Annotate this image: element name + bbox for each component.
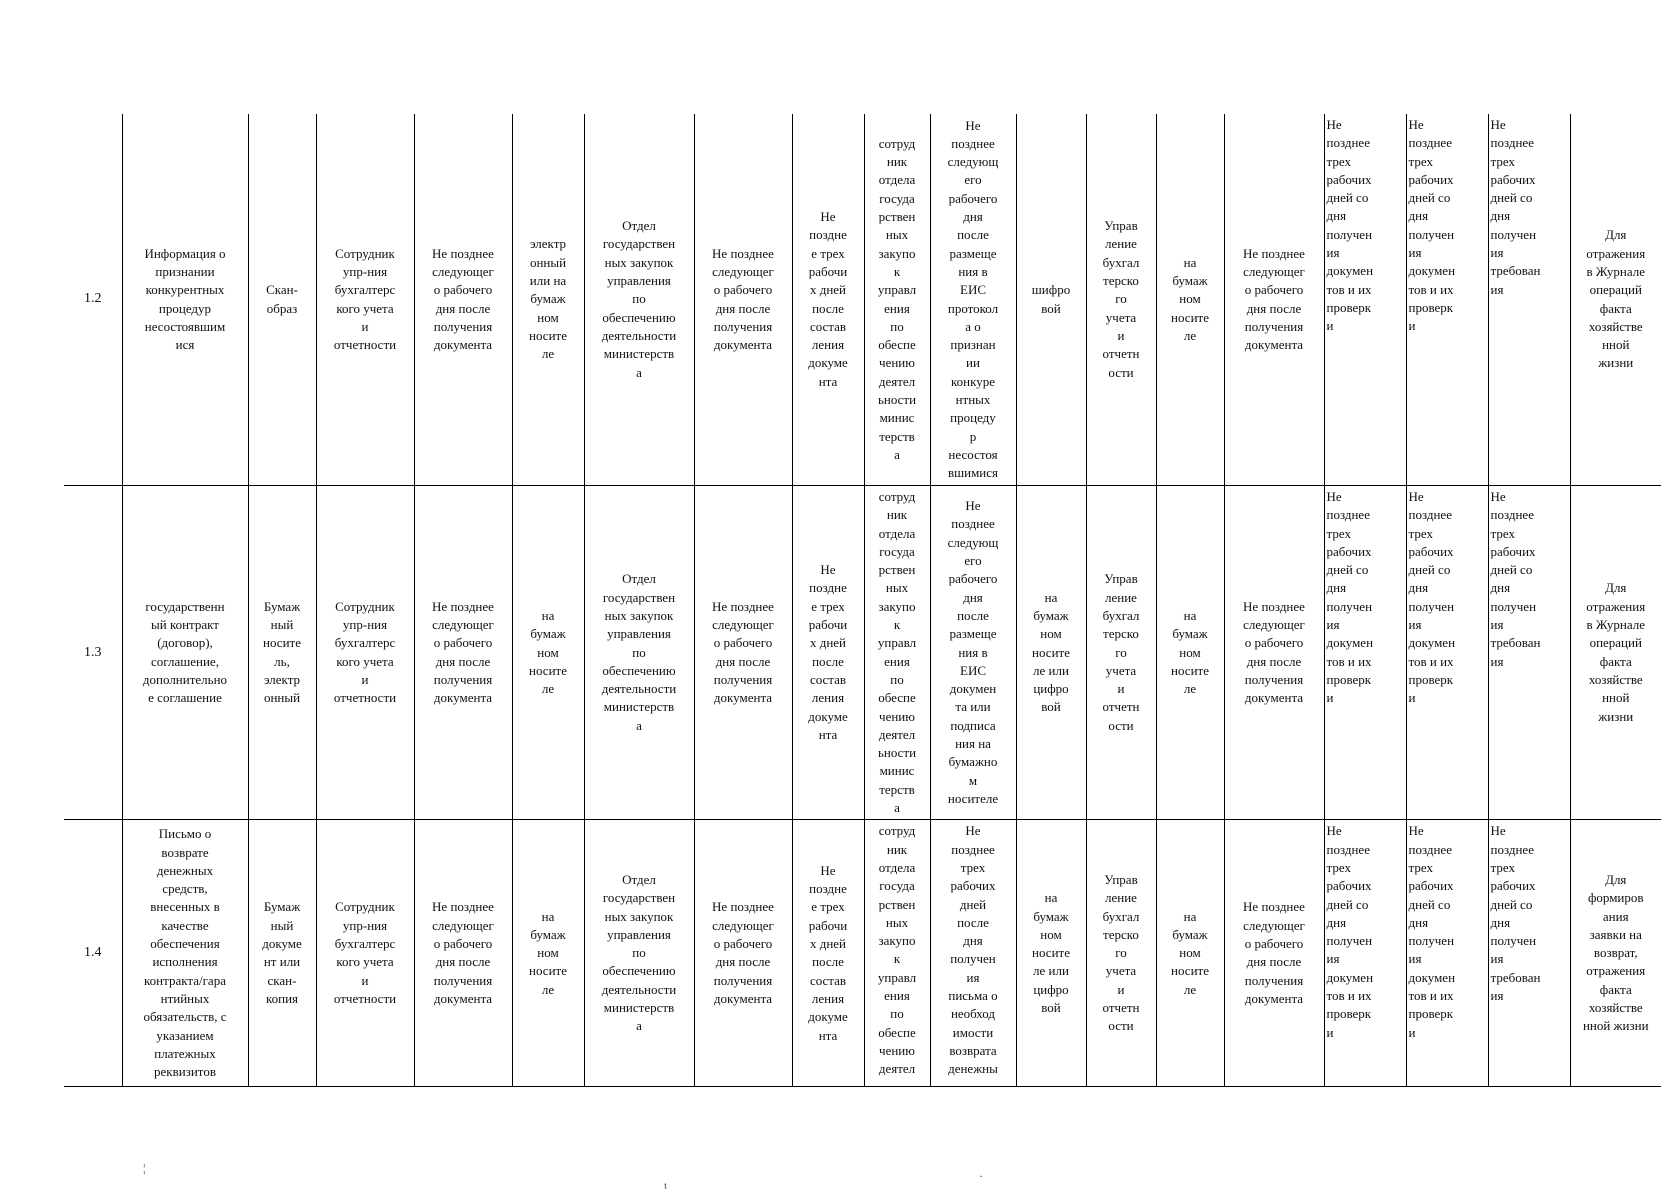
process-term-2-cell: Не позднее трех рабочих дней со дня получен ия докумен тов и их проверк и <box>1406 486 1488 820</box>
send-deadline-cell: Не позднее следующег о рабочего дня после получения документа <box>694 486 792 820</box>
receive-deadline-cell: Не позднее следующег о рабочего дня после получения документа <box>1224 820 1324 1087</box>
receiver-cell: Управ ление бухгал терско го учета и отчетн ости <box>1086 114 1156 486</box>
format-cell: на бумаж ном носите ле или цифро вой <box>1016 820 1086 1087</box>
carrier-cell: на бумаж ном носите ле <box>512 486 584 820</box>
purpose-cell: Для отражения в Журнале операций факта хозяйстве нной жизни <box>1570 486 1661 820</box>
document-name-cell: Информация о признании конкурентных процедур несостоявшим ися <box>122 114 248 486</box>
format-cell: шифро вой <box>1016 114 1086 486</box>
receiver-cell: Управ ление бухгал терско го учета и отчетн ости <box>1086 820 1156 1087</box>
format-cell: на бумаж ном носите ле или цифро вой <box>1016 486 1086 820</box>
carrier-cell: на бумаж ном носите ле <box>512 820 584 1087</box>
creation-deadline-cell: Не позднее следующег о рабочего дня после получения документа <box>414 820 512 1087</box>
sender-cell: Отдел государствен ных закупок управления по обеспечению деятельности министерств а <box>584 820 694 1087</box>
checker-cell: сотруд ник отдела госуда рствен ных закупо к управл ения по обеспе чению деятел ьности минис терств а <box>864 486 930 820</box>
process-term-1-cell: Не позднее трех рабочих дней со дня получен ия докумен тов и их проверк и <box>1324 114 1406 486</box>
document-name-cell: государственн ый контракт (договор), соглашение, дополнительно е соглашение <box>122 486 248 820</box>
scan-mark: ᵗ <box>664 1180 668 1197</box>
process-term-1-cell: Не позднее трех рабочих дней со дня получен ия докумен тов и их проверк и <box>1324 486 1406 820</box>
send-deadline-cell: Не позднее следующег о рабочего дня после получения документа <box>694 820 792 1087</box>
creator-cell: Сотрудник упр-ния бухгалтерс кого учета и отчетности <box>316 820 414 1087</box>
process-term-3-cell: Не позднее трех рабочих дней со дня получен ия требован ия <box>1488 486 1570 820</box>
creation-deadline-cell: Не позднее следующег о рабочего дня после получения документа <box>414 486 512 820</box>
scan-mark: · <box>979 1169 983 1183</box>
row-number-cell: 1.2 <box>64 114 122 486</box>
sender-cell: Отдел государствен ных закупок управления по обеспечению деятельности министерств а <box>584 114 694 486</box>
check-deadline-cell: Не позднее следующ его рабочего дня после размеще ния в ЕИС докумен та или подписа ния на бумажно м носителе <box>930 486 1016 820</box>
creation-deadline-cell: Не позднее следующег о рабочего дня после получения документа <box>414 114 512 486</box>
process-term-1-cell: Не позднее трех рабочих дней со дня получен ия докумен тов и их проверк и <box>1324 820 1406 1087</box>
row-number-cell: 1.4 <box>64 820 122 1087</box>
term-cell: Не поздне е трех рабочи х дней после состав ления докуме нта <box>792 486 864 820</box>
scan-mark: ¦ <box>143 1161 146 1175</box>
purpose-cell: Для отражения в Журнале операций факта хозяйстве нной жизни <box>1570 114 1661 486</box>
receiver-carrier-cell: на бумаж ном носите ле <box>1156 114 1224 486</box>
document-form-cell: Скан- образ <box>248 114 316 486</box>
carrier-cell: электр онный или на бумаж ном носите ле <box>512 114 584 486</box>
document-name-cell: Письмо о возврате денежных средств, внесенных в качестве обеспечения исполнения контракта/гара нтийных обязательств, с указанием платежных реквизитов <box>122 820 248 1087</box>
receiver-carrier-cell: на бумаж ном носите ле <box>1156 486 1224 820</box>
process-term-2-cell: Не позднее трех рабочих дней со дня получен ия докумен тов и их проверк и <box>1406 820 1488 1087</box>
send-deadline-cell: Не позднее следующег о рабочего дня после получения документа <box>694 114 792 486</box>
purpose-cell: Для формиров ания заявки на возврат, отражения факта хозяйстве нной жизни <box>1570 820 1661 1087</box>
receiver-carrier-cell: на бумаж ном носите ле <box>1156 820 1224 1087</box>
document-form-cell: Бумаж ный носите ль, электр онный <box>248 486 316 820</box>
process-term-3-cell: Не позднее трех рабочих дней со дня получен ия требован ия <box>1488 114 1570 486</box>
check-deadline-cell: Не позднее трех рабочих дней после дня получен ия письма о необход имости возврата денежны <box>930 820 1016 1087</box>
sender-cell: Отдел государствен ных закупок управления по обеспечению деятельности министерств а <box>584 486 694 820</box>
document-table <box>64 114 1661 1087</box>
row-number-cell: 1.3 <box>64 486 122 820</box>
checker-cell: сотруд ник отдела госуда рствен ных закупо к управл ения по обеспе чению деятел <box>864 820 930 1087</box>
receive-deadline-cell: Не позднее следующег о рабочего дня после получения документа <box>1224 114 1324 486</box>
process-term-2-cell: Не позднее трех рабочих дней со дня получен ия докумен тов и их проверк и <box>1406 114 1488 486</box>
checker-cell: сотруд ник отдела госуда рствен ных закупо к управл ения по обеспе чению деятел ьности минис терств а <box>864 114 930 486</box>
creator-cell: Сотрудник упр-ния бухгалтерс кого учета и отчетности <box>316 114 414 486</box>
check-deadline-cell: Не позднее следующ его рабочего дня после размеще ния в ЕИС протокол а о признан ии конкуре нтных процеду р несостоя вшимися <box>930 114 1016 486</box>
table-row <box>64 486 1661 820</box>
receive-deadline-cell: Не позднее следующег о рабочего дня после получения документа <box>1224 486 1324 820</box>
document-form-cell: Бумаж ный докуме нт или скан- копия <box>248 820 316 1087</box>
term-cell: Не поздне е трех рабочи х дней после состав ления докуме нта <box>792 114 864 486</box>
term-cell: Не поздне е трех рабочи х дней после состав ления докуме нта <box>792 820 864 1087</box>
table-row <box>64 114 1661 486</box>
process-term-3-cell: Не позднее трех рабочих дней со дня получен ия требован ия <box>1488 820 1570 1087</box>
creator-cell: Сотрудник упр-ния бухгалтерс кого учета и отчетности <box>316 486 414 820</box>
receiver-cell: Управ ление бухгал терско го учета и отчетн ости <box>1086 486 1156 820</box>
table-row <box>64 820 1661 1087</box>
